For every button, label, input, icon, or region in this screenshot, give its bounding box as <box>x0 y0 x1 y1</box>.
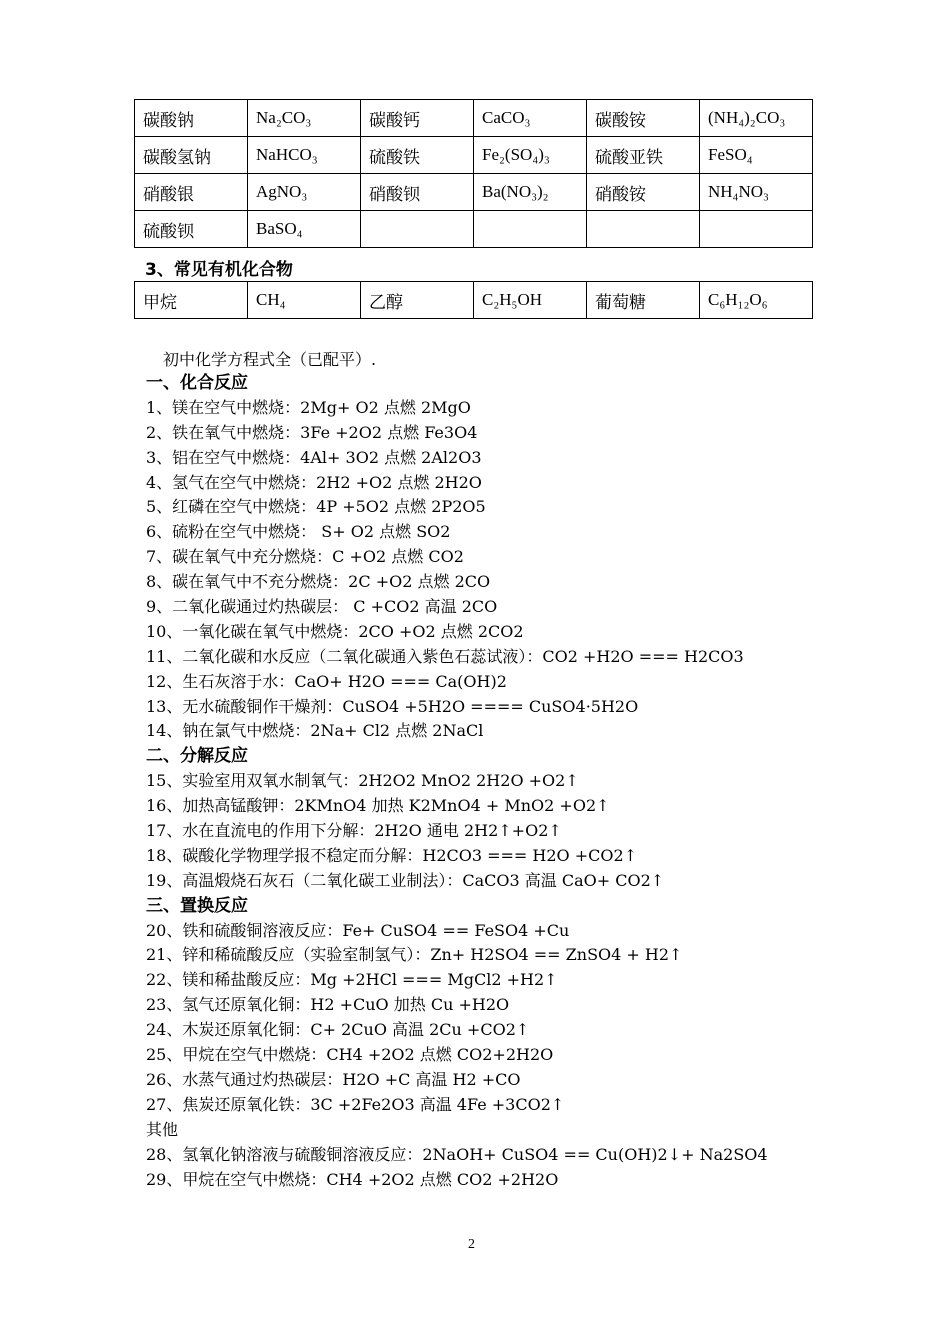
compound-formula: NH₄NO₃ <box>700 174 813 211</box>
compound-formula <box>474 211 587 248</box>
compound-name <box>361 211 474 248</box>
table-row <box>135 282 813 319</box>
equation-line: 16、加热高锰酸钾：2KMnO4 加热 K2MnO4 + MnO2 +O2↑ <box>146 796 610 816</box>
organic-compounds-table <box>134 281 813 319</box>
compound-name: 碳酸铵 <box>587 100 700 137</box>
compound-name: 硝酸银 <box>135 174 248 211</box>
compound-formula: Fe₂(SO₄)₃ <box>474 137 587 174</box>
equation-line: 22、镁和稀盐酸反应：Mg +2HCl === MgCl2 +H2↑ <box>146 970 558 990</box>
compound-name: 硝酸铵 <box>587 174 700 211</box>
equation-line: 7、碳在氧气中充分燃烧：C +O2 点燃 CO2 <box>146 547 464 567</box>
equation-line: 23、氢气还原氧化铜：H2 +CuO 加热 Cu +H2O <box>146 995 510 1015</box>
equation-line: 27、焦炭还原氧化铁：3C +2Fe2O3 高温 4Fe +3CO2↑ <box>146 1094 565 1114</box>
compound-name: 甲烷 <box>135 282 248 319</box>
equation-line: 10、一氧化碳在氧气中燃烧：2CO +O2 点燃 2CO2 <box>146 621 524 641</box>
compound-formula: CH₄ <box>248 282 361 319</box>
equation-line: 28、氢氧化钠溶液与硫酸铜溶液反应：2NaOH+ CuSO4 == Cu(OH)2↓+ Na2SO4 <box>146 1144 768 1164</box>
compound-formula: NaHCO₃ <box>248 137 361 174</box>
compound-formula: CaCO₃ <box>474 100 587 137</box>
page-number: 2 <box>468 1237 475 1252</box>
equation-line: 20、铁和硫酸铜溶液反应：Fe+ CuSO4 == FeSO4 +Cu <box>146 920 570 940</box>
compound-formula <box>700 211 813 248</box>
equation-line: 15、实验室用双氧水制氧气：2H2O2 MnO2 2H2O +O2↑ <box>146 771 579 791</box>
compound-name: 硝酸钡 <box>361 174 474 211</box>
equation-line: 8、碳在氧气中不充分燃烧：2C +O2 点燃 2CO <box>146 572 491 592</box>
equation-line: 12、生石灰溶于水：CaO+ H2O === Ca(OH)2 <box>146 671 507 691</box>
equation-line: 25、甲烷在空气中燃烧：CH4 +2O2 点燃 CO2+2H2O <box>146 1045 554 1065</box>
equation-line: 19、高温煅烧石灰石（二氧化碳工业制法）：CaCO3 高温 CaO+ CO2↑ <box>146 870 665 890</box>
equation-line: 3、铝在空气中燃烧：4Al+ 3O2 点燃 2Al2O3 <box>146 447 482 467</box>
section-3-heading: 3、常见有机化合物 <box>145 260 293 280</box>
compound-formula: Ba(NO₃)₂ <box>474 174 587 211</box>
equation-line: 26、水蒸气通过灼热碳层：H2O +C 高温 H2 +CO <box>146 1069 521 1089</box>
compound-name <box>587 211 700 248</box>
section-heading: 二、分解反应 <box>146 746 248 767</box>
compound-name: 硫酸铁 <box>361 137 474 174</box>
equation-line: 1、镁在空气中燃烧：2Mg+ O2 点燃 2MgO <box>146 397 471 417</box>
compound-name: 硫酸亚铁 <box>587 137 700 174</box>
compound-formula: Na₂CO₃ <box>248 100 361 137</box>
table-row <box>135 174 813 211</box>
equation-line: 9、二氧化碳通过灼热碳层： C +CO2 高温 2CO <box>146 597 498 617</box>
compound-name: 碳酸钠 <box>135 100 248 137</box>
compound-name: 乙醇 <box>361 282 474 319</box>
equation-line: 2、铁在氧气中燃烧：3Fe +2O2 点燃 Fe3O4 <box>146 422 478 442</box>
equation-line: 24、木炭还原氧化铜：C+ 2CuO 高温 2Cu +CO2↑ <box>146 1020 530 1040</box>
compound-name: 碳酸钙 <box>361 100 474 137</box>
table-row <box>135 211 813 248</box>
compound-formula: (NH₄)₂CO₃ <box>700 100 813 137</box>
compound-name: 碳酸氢钠 <box>135 137 248 174</box>
equation-line: 6、硫粉在空气中燃烧： S+ O2 点燃 SO2 <box>146 522 451 542</box>
equations-intro: 初中化学方程式全（已配平）. <box>163 350 377 369</box>
equation-line: 11、二氧化碳和水反应（二氧化碳通入紫色石蕊试液）：CO2 +H2O === H2CO3 <box>146 646 744 666</box>
section-heading: 一、化合反应 <box>146 373 248 393</box>
table-row <box>135 100 813 137</box>
equation-line: 21、锌和稀硫酸反应（实验室制氢气）：Zn+ H2SO4 == ZnSO4 + H2↑ <box>146 945 683 965</box>
compound-name: 硫酸钡 <box>135 211 248 248</box>
equation-line: 29、甲烷在空气中燃烧：CH4 +2O2 点燃 CO2 +2H2O <box>146 1169 559 1189</box>
equation-line: 4、氢气在空气中燃烧：2H2 +O2 点燃 2H2O <box>146 472 482 492</box>
equation-line: 13、无水硫酸铜作干燥剂：CuSO4 +5H2O ==== CuSO4·5H2O <box>146 696 639 716</box>
equation-line: 5、红磷在空气中燃烧：4P +5O2 点燃 2P2O5 <box>146 497 486 517</box>
inorganic-compounds-table <box>134 99 813 248</box>
compound-formula: C₆H₁₂O₆ <box>700 282 813 319</box>
compound-formula: FeSO₄ <box>700 137 813 174</box>
compound-name: 葡萄糖 <box>587 282 700 319</box>
compound-formula: AgNO₃ <box>248 174 361 211</box>
compound-formula: BaSO₄ <box>248 211 361 248</box>
section-heading: 三、置换反应 <box>146 895 248 916</box>
equation-line: 17、水在直流电的作用下分解：2H2O 通电 2H2↑+O2↑ <box>146 821 562 841</box>
compound-formula: C₂H₅OH <box>474 282 587 319</box>
equation-line: 14、钠在氯气中燃烧：2Na+ Cl2 点燃 2NaCl <box>146 721 484 741</box>
equation-line: 18、碳酸化学物理学报不稳定而分解：H2CO3 === H2O +CO2↑ <box>146 845 638 865</box>
table-row <box>135 137 813 174</box>
equation-list <box>146 371 936 1192</box>
equation-line: 其他 <box>146 1119 179 1139</box>
